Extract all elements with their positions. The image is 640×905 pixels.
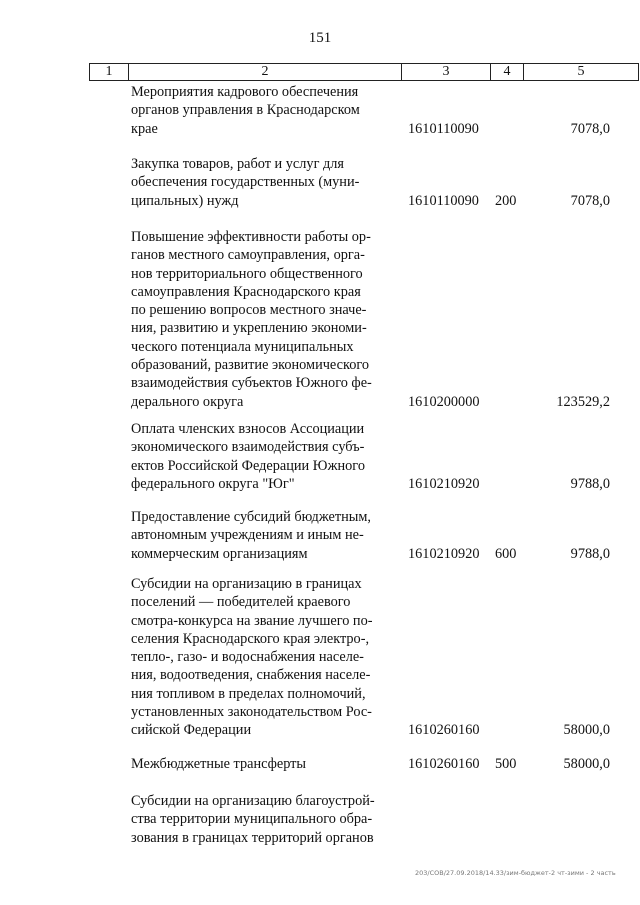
row-amount: 58000,0	[563, 756, 610, 772]
description-line: селения Краснодарского края электро-,	[131, 630, 370, 647]
row-description	[131, 155, 393, 210]
row-amount: 7078,0	[570, 120, 610, 137]
description-line: установленных законодательством Рос-	[131, 704, 372, 721]
description-line: ципальных) нужд	[131, 192, 239, 209]
description-line: экономического взаимодействия субъ-	[131, 439, 365, 456]
description-line: Предоставление субсидий бюджетным,	[131, 509, 371, 525]
row-amount: 123529,2	[556, 393, 610, 410]
row-code: 1610200000	[408, 393, 480, 410]
description-line: ния топливом в пределах полномочий,	[131, 685, 366, 702]
description-line: нов территориального общественного	[131, 265, 363, 282]
row-description	[131, 575, 393, 740]
row-code: 1610210920	[408, 545, 480, 562]
description-line: сийской Федерации	[131, 722, 252, 739]
description-line: образований, развитие экономического	[131, 357, 369, 374]
row-description	[131, 792, 393, 847]
page-number: 151	[308, 30, 332, 46]
column-header-table	[89, 63, 639, 81]
row-code: 1610110090	[408, 192, 479, 209]
row-amount: 9788,0	[570, 475, 610, 492]
description-line: Повышение эффективности работы ор-	[131, 229, 371, 245]
description-line: автономным учреждениям и иным не-	[131, 527, 364, 544]
description-line: Субсидии на организацию благоустрой-	[131, 793, 375, 809]
column-header-4: 4	[491, 64, 524, 81]
description-line: поселений — победителей краевого	[131, 594, 351, 611]
table-row	[131, 792, 610, 847]
description-line: ганов местного самоуправления, орга-	[131, 247, 365, 264]
description-line: Субсидии на организацию в границах	[131, 576, 362, 592]
description-line: ния, водоотведения, снабжения населе-	[131, 667, 371, 684]
row-expense-type: 200	[495, 192, 517, 209]
table-row	[131, 508, 610, 563]
row-amount: 9788,0	[570, 545, 610, 562]
row-description	[131, 755, 393, 773]
description-line: смотра-конкурса на звание лучшего по-	[131, 612, 373, 629]
table-row	[131, 420, 610, 493]
description-line: Мероприятия кадрового обеспечения	[131, 84, 359, 100]
description-line: зования в границах территорий органов	[131, 829, 374, 846]
row-code: 1610260160	[408, 722, 480, 739]
description-line: крае	[131, 120, 158, 137]
column-header-5: 5	[524, 64, 639, 81]
row-expense-type: 600	[495, 545, 517, 562]
row-expense-type: 500	[495, 756, 517, 772]
description-line: взаимодействия субъектов Южного фе-	[131, 375, 372, 392]
description-line: по решению вопросов местного значе-	[131, 302, 367, 319]
description-line: Оплата членских взносов Ассоциации	[131, 421, 365, 437]
row-description	[131, 228, 393, 411]
table-row	[131, 755, 610, 773]
row-code: 1610260160	[408, 756, 480, 772]
row-code: 1610110090	[408, 120, 479, 137]
table-row	[131, 83, 610, 138]
column-header-2: 2	[129, 64, 402, 81]
description-line: ния, развитию и укреплению экономи-	[131, 320, 367, 337]
description-line: органов управления в Краснодарском	[131, 102, 360, 119]
description-line: ства территории муниципального обра-	[131, 811, 373, 828]
description-line: ектов Российской Федерации Южного	[131, 457, 365, 474]
row-amount: 58000,0	[563, 722, 610, 739]
description-line: федерального округа "Юг"	[131, 475, 295, 492]
description-line: Межбюджетные трансферты	[131, 756, 307, 772]
row-description	[131, 420, 393, 493]
description-line: Закупка товаров, работ и услуг для	[131, 156, 344, 172]
table-row	[131, 155, 610, 210]
row-code: 1610210920	[408, 475, 480, 492]
description-line: самоуправления Краснодарского края	[131, 283, 361, 300]
description-line: дерального округа	[131, 393, 244, 410]
description-line: коммерческим организациям	[131, 545, 308, 562]
row-amount: 7078,0	[570, 192, 610, 209]
description-line: обеспечения государственных (муни-	[131, 174, 360, 191]
row-description	[131, 508, 393, 563]
column-header-3: 3	[402, 64, 491, 81]
description-line: ческого потенциала муниципальных	[131, 338, 354, 355]
table-row	[131, 228, 610, 411]
column-header-1: 1	[90, 64, 129, 81]
row-description	[131, 83, 393, 138]
description-line: тепло-, газо- и водоснабжения населе-	[131, 649, 364, 666]
footer-stamp: 203/СОВ/27.09.2018/14.33/зим-бюджет-2 чт-зими - 2 часть	[415, 869, 616, 877]
table-row	[131, 575, 610, 740]
